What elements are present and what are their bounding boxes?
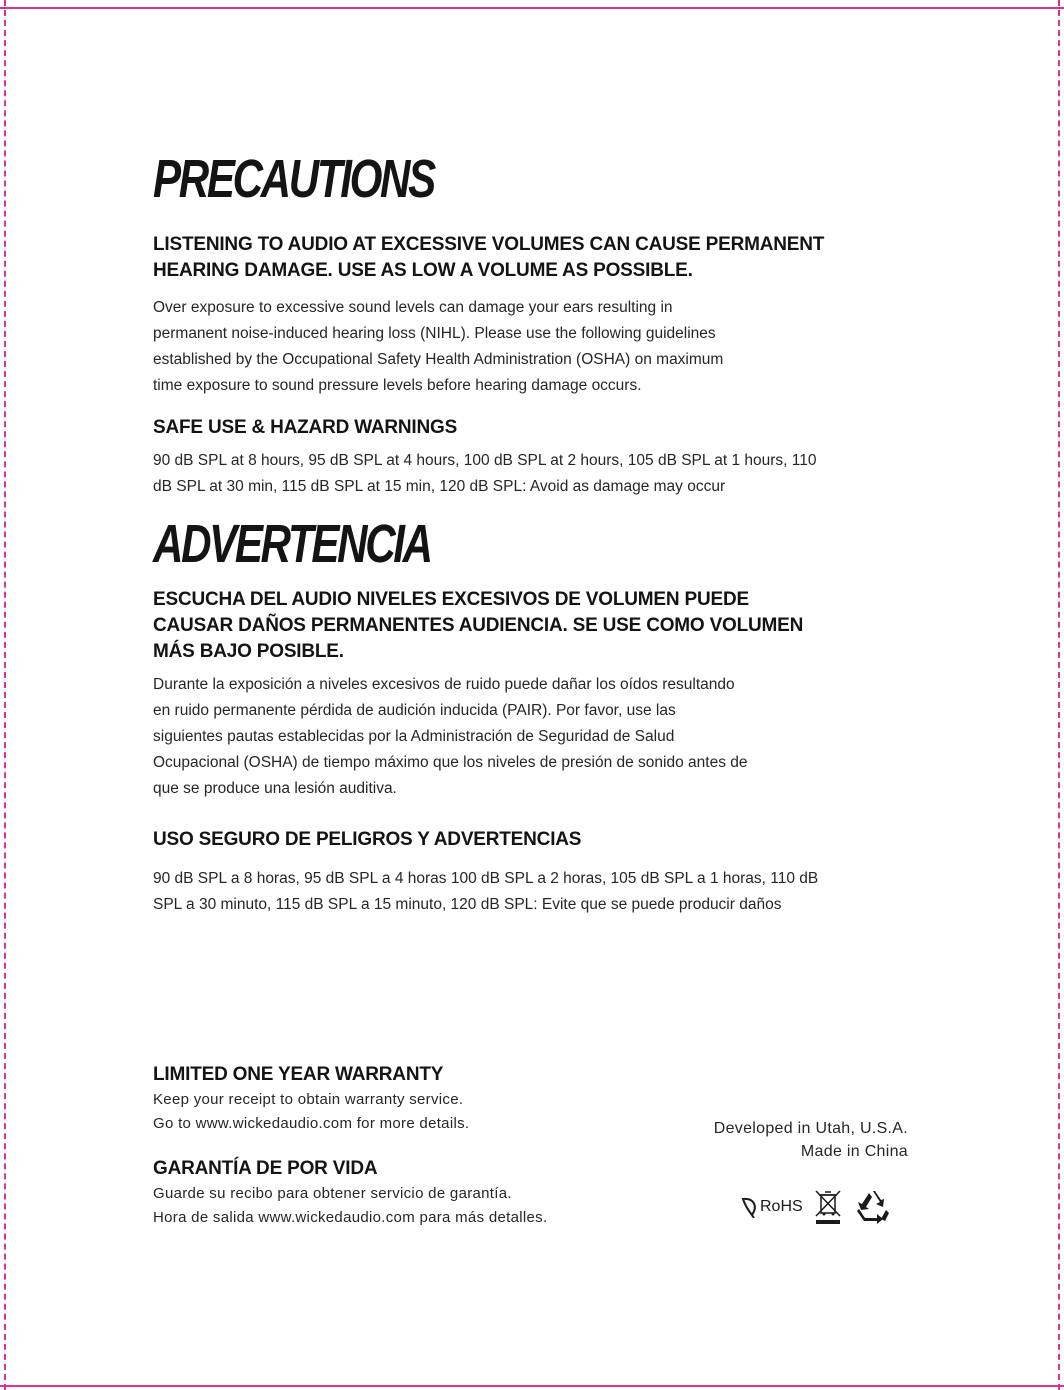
garantia-heading: GARANTÍA DE POR VIDA	[153, 1158, 378, 1179]
body-line: established by the Occupational Safety Health Administration (OSHA) on maximum	[153, 351, 724, 368]
body-line: en ruido permanente pérdida de audición inducida (PAIR). Por favor, use las	[153, 702, 676, 719]
safe-use-heading	[153, 415, 457, 441]
trim-line-right	[1058, 0, 1060, 1390]
origin-info	[714, 1117, 908, 1163]
compliance-marks	[740, 1187, 910, 1227]
trim-line-bottom	[0, 1385, 1064, 1387]
precautions-body	[153, 295, 723, 399]
precautions-warning	[153, 232, 824, 284]
body-line: Durante la exposición a niveles excesivos de ruido puede dañar los oídos resultando	[153, 676, 735, 693]
body-line: que se produce una lesión auditiva.	[153, 780, 397, 797]
warranty-line: Go to www.wickedaudio.com for more details.	[153, 1115, 470, 1132]
warning-line: CAUSAR DAÑOS PERMANENTES AUDIENCIA. SE USE COMO VOLUMEN	[153, 615, 804, 636]
body-line: dB SPL at 30 min, 115 dB SPL at 15 min, 120 dB SPL: Avoid as damage may occur	[153, 478, 726, 495]
warning-line: HEARING DAMAGE. USE AS LOW A VOLUME AS POSSIBLE.	[153, 260, 693, 281]
warranty-line: Keep your receipt to obtain warranty service.	[153, 1091, 464, 1108]
precautions-title: PRECAUTIONS	[153, 149, 434, 209]
weee-crossed-bin-icon	[813, 1189, 843, 1225]
developed-in-text: Developed in Utah, U.S.A.	[713, 1120, 908, 1137]
advertencia-warning	[153, 587, 803, 665]
garantia-line: Hora de salida www.wickedaudio.com para más detalles.	[153, 1209, 548, 1226]
warranty-heading: LIMITED ONE YEAR WARRANTY	[153, 1064, 444, 1085]
rohs-label: RoHS	[760, 1198, 803, 1215]
body-line: siguientes pautas establecidas por la Administración de Seguridad de Salud	[153, 728, 675, 745]
uso-seguro-heading	[153, 827, 581, 853]
body-line: permanent noise-induced hearing loss (NIHL). Please use the following guidelines	[153, 325, 716, 342]
section-heading: SAFE USE & HAZARD WARNINGS	[153, 417, 458, 438]
body-line: 90 dB SPL a 8 horas, 95 dB SPL a 4 horas 100 dB SPL a 2 horas, 105 dB SPL a 1 horas, 110 dB	[153, 870, 819, 887]
uso-seguro-body	[153, 866, 818, 918]
body-line: Over exposure to excessive sound levels can damage your ears resulting in	[153, 299, 673, 316]
warranty-section	[153, 1062, 469, 1136]
trim-line-top	[0, 7, 1064, 9]
body-line: Ocupacional (OSHA) de tiempo máximo que los niveles de presión de sonido antes de	[153, 754, 748, 771]
body-line: time exposure to sound pressure levels before hearing damage occurs.	[153, 377, 642, 394]
advertencia-title: ADVERTENCIA	[153, 514, 431, 574]
safe-use-body	[153, 448, 817, 500]
trim-line-left	[4, 0, 6, 1390]
section-heading: USO SEGURO DE PELIGROS Y ADVERTENCIAS	[153, 829, 582, 850]
garantia-line: Guarde su recibo para obtener servicio de garantía.	[153, 1185, 512, 1202]
precautions-section	[153, 150, 513, 208]
rohs-mark	[740, 1196, 803, 1218]
warning-line: ESCUCHA DEL AUDIO NIVELES EXCESIVOS DE VOLUMEN PUEDE	[153, 589, 749, 610]
recycle-icon	[853, 1188, 893, 1226]
body-line: SPL a 30 minuto, 115 dB SPL a 15 minuto, 120 dB SPL: Evite que se puede producir daños	[153, 896, 782, 913]
body-line: 90 dB SPL at 8 hours, 95 dB SPL at 4 hours, 100 dB SPL at 2 hours, 105 dB SPL at 1 hours, 110	[153, 452, 817, 469]
advertencia-section	[153, 515, 509, 573]
warning-line: MÁS BAJO POSIBLE.	[153, 641, 344, 662]
made-in-text: Made in China	[800, 1143, 908, 1160]
warning-line: LISTENING TO AUDIO AT EXCESSIVE VOLUMES CAN CAUSE PERMANENT	[153, 234, 825, 255]
advertencia-body	[153, 672, 748, 802]
rohs-leaf-icon	[740, 1196, 760, 1218]
garantia-section	[153, 1156, 547, 1230]
